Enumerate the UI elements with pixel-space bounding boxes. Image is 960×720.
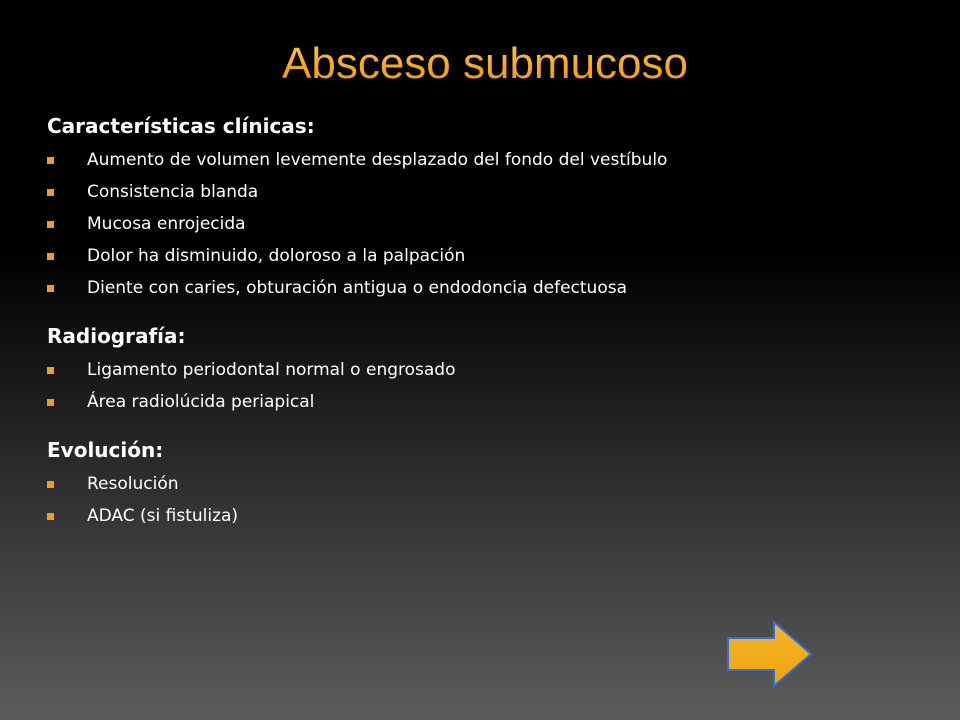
list-item: [47, 500, 927, 532]
list-item: [47, 354, 927, 386]
list-item-text: Dolor ha disminuido, doloroso a la palpación: [87, 246, 466, 266]
square-bullet-icon: [47, 221, 54, 228]
right-arrow-icon: [726, 620, 814, 688]
bullet-list: [47, 354, 927, 418]
list-item: [47, 176, 927, 208]
list-item-text: ADAC (si fistuliza): [87, 506, 239, 526]
list-item: [47, 208, 927, 240]
square-bullet-icon: [47, 189, 54, 196]
list-item-text: Consistencia blanda: [87, 182, 259, 202]
section-heading: Radiografía:: [47, 324, 186, 348]
bullet-list: [47, 144, 927, 304]
list-item: [47, 468, 927, 500]
list-item-text: Resolución: [87, 474, 179, 494]
section-radiography: [47, 318, 927, 418]
section-clinical: [47, 108, 927, 304]
next-slide-button[interactable]: [726, 620, 814, 688]
square-bullet-icon: [47, 157, 54, 164]
list-item-text: Aumento de volumen levemente desplazado del fondo del vestíbulo: [87, 150, 668, 170]
square-bullet-icon: [47, 481, 54, 488]
list-item-text: Área radiolúcida periapical: [87, 392, 315, 412]
slide-title: Absceso submucoso: [0, 34, 960, 94]
list-item: [47, 272, 927, 304]
list-item-text: Diente con caries, obturación antigua o endodoncia defectuosa: [87, 278, 627, 298]
list-item: [47, 240, 927, 272]
square-bullet-icon: [47, 253, 54, 260]
list-item: [47, 386, 927, 418]
list-item-text: Mucosa enrojecida: [87, 214, 246, 234]
square-bullet-icon: [47, 513, 54, 520]
list-item-text: Ligamento periodontal normal o engrosado: [87, 360, 456, 380]
section-heading: Características clínicas:: [47, 114, 315, 138]
slide-content: [47, 108, 927, 532]
section-evolution: [47, 432, 927, 532]
list-item: [47, 144, 927, 176]
bullet-list: [47, 468, 927, 532]
section-heading: Evolución:: [47, 438, 164, 462]
square-bullet-icon: [47, 399, 54, 406]
square-bullet-icon: [47, 367, 54, 374]
square-bullet-icon: [47, 285, 54, 292]
